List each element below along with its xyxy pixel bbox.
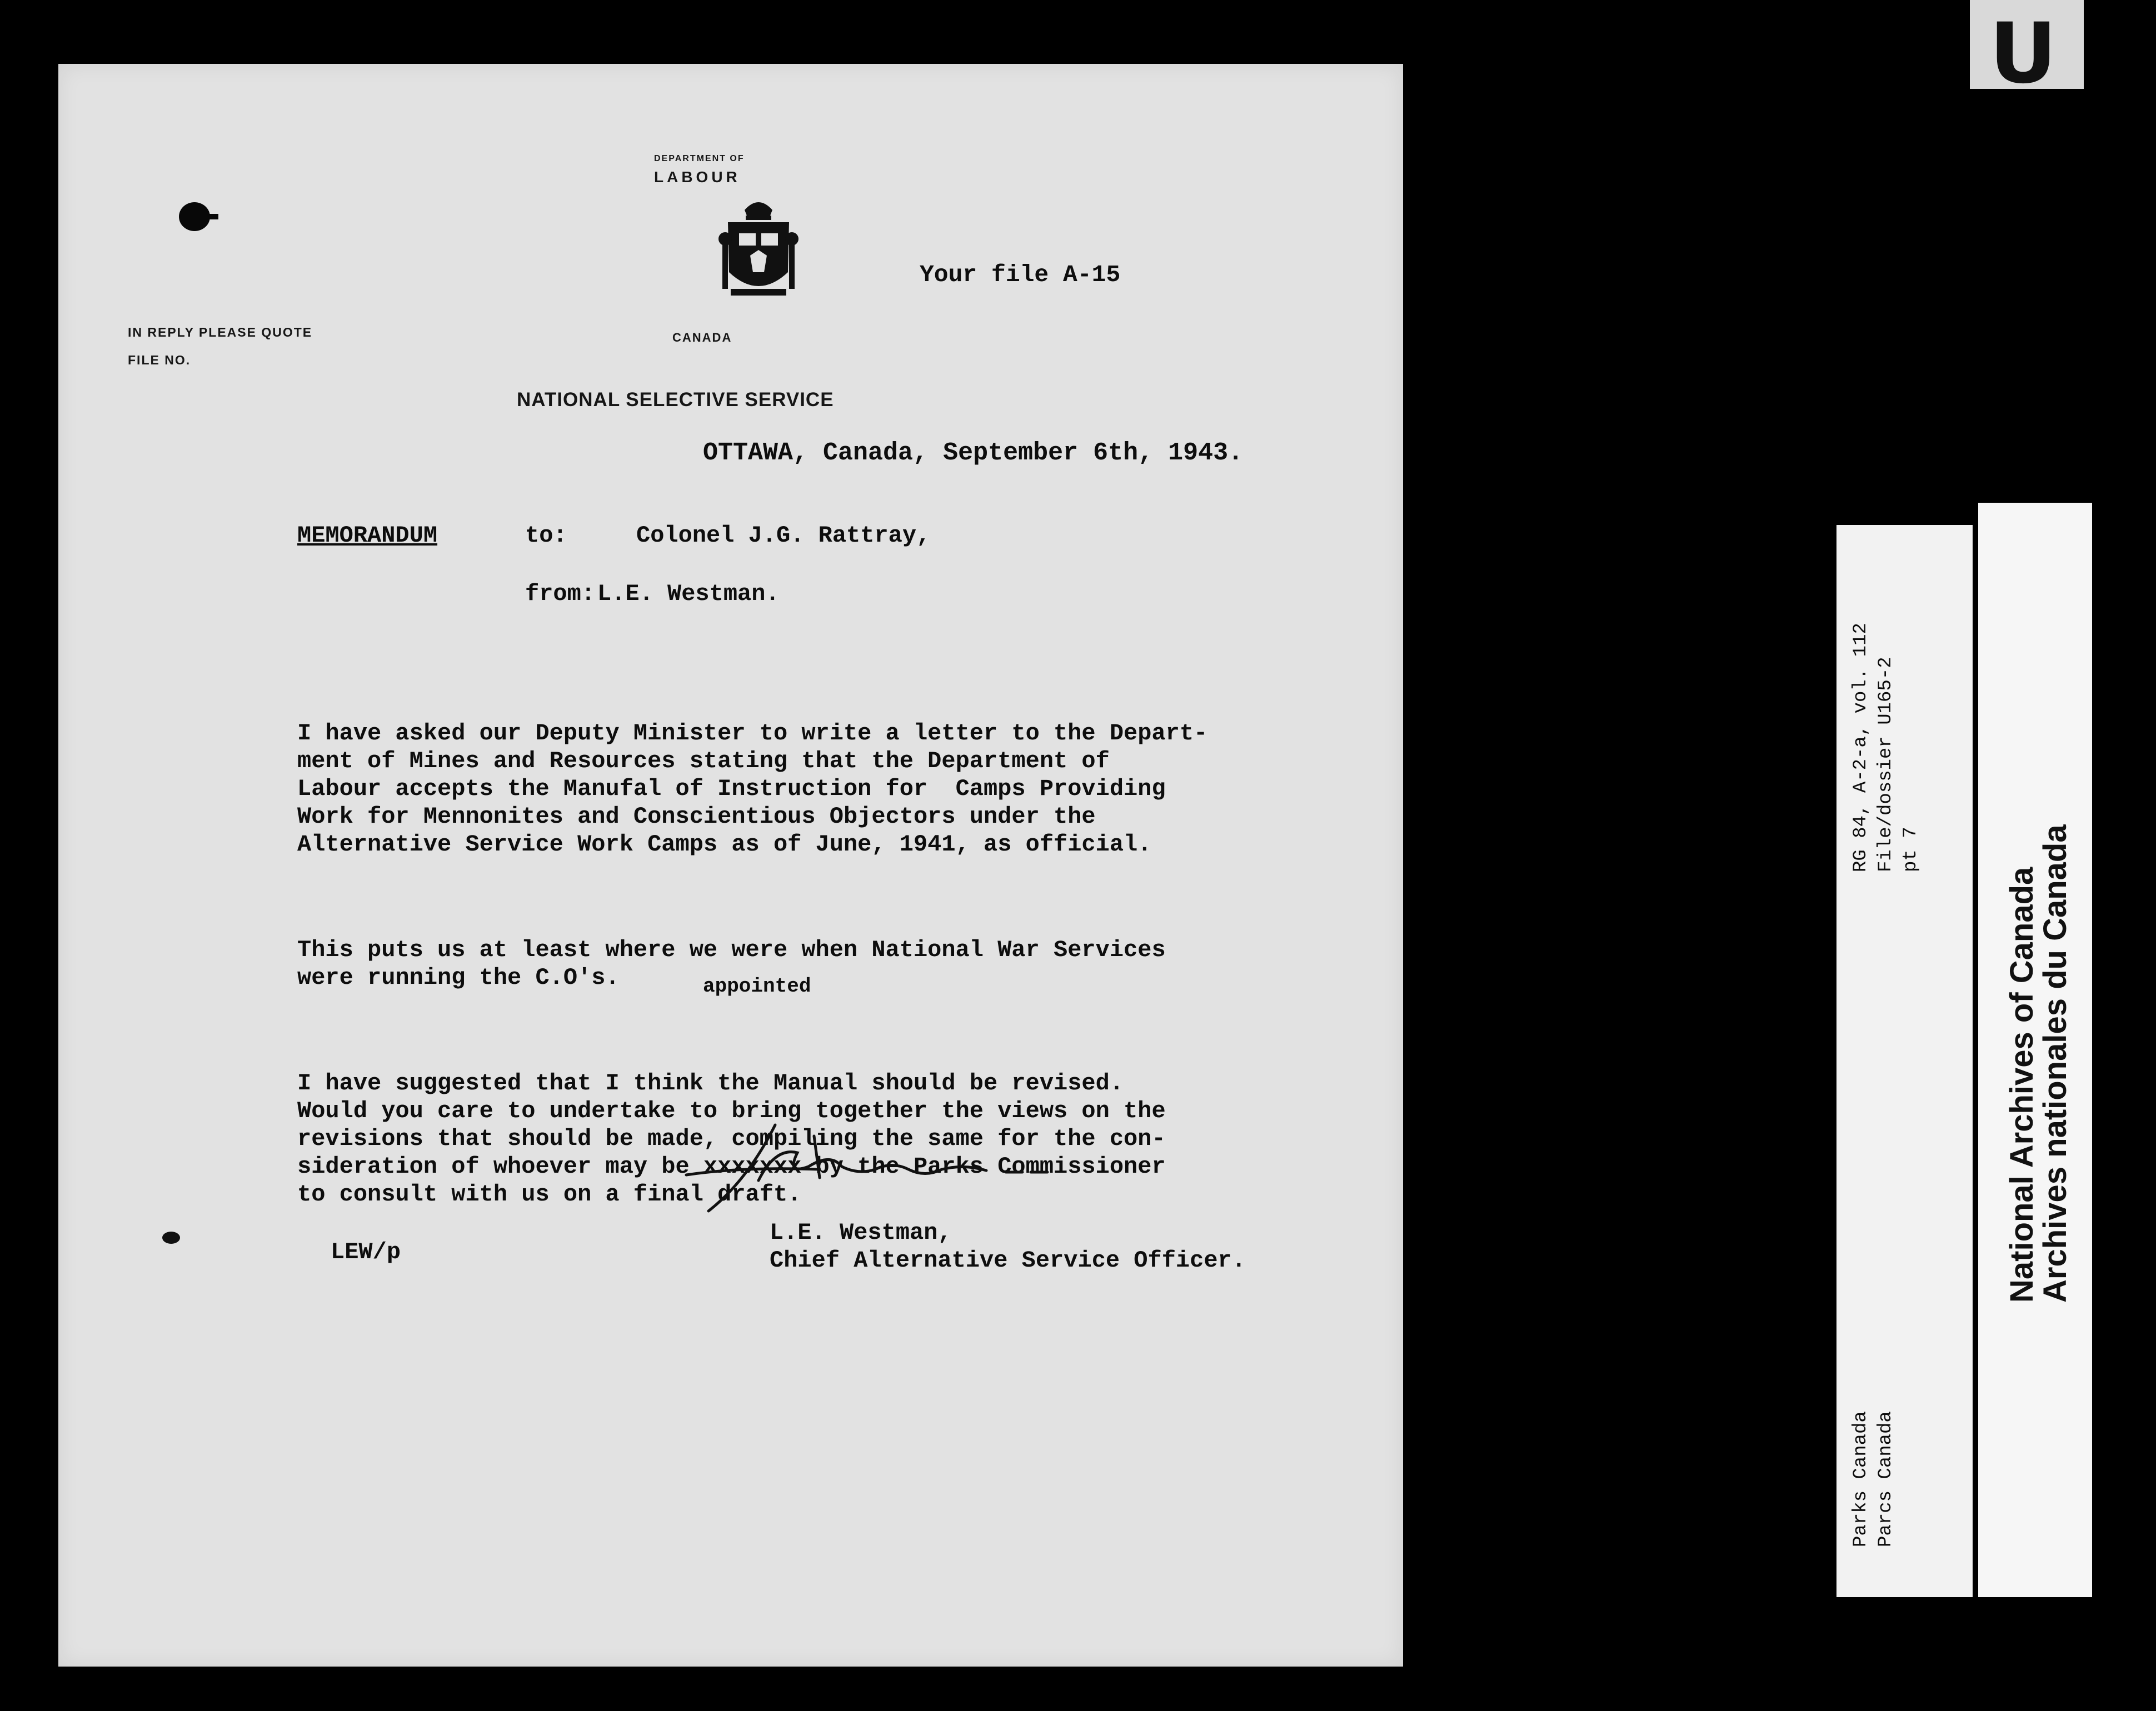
- paragraph-2: This puts us at least where we were when National War Services were running the C.O's.: [297, 937, 1166, 991]
- archive-ref-line2: File/dossier U165-2: [1875, 657, 1897, 872]
- national-archives-label: [1978, 503, 2092, 1597]
- paragraph-3: I have suggested that I think the Manual should be revised. Would you care to undertake to bring together the views on the revisions that should be made, compiling the same for the con- sideration of whoever may be xxxxxxx by the Parks Commissioner to consult with us on a final draft.: [297, 1070, 1166, 1208]
- paragraph-1: I have asked our Deputy Minister to write a letter to the Depart- ment of Mines and Resources stating that the Department of Labour accepts the Manufal of Instruction for Camps Providing Work for Mennonites and Conscientious Objectors under the Alternative Service Work Camps as of June, 1941, as official.: [297, 720, 1208, 858]
- signatory-title: Chief Alternative Service Officer.: [770, 1247, 1246, 1274]
- your-file-reference: Your file A-15: [920, 261, 1121, 288]
- typed-insertion: appointed: [703, 975, 811, 998]
- national-selective-service: NATIONAL SELECTIVE SERVICE: [517, 389, 834, 411]
- ink-dot-icon: [161, 1230, 181, 1245]
- signatory-name: L.E. Westman,: [770, 1219, 952, 1246]
- agency-french: Parcs Canada: [1875, 1411, 1897, 1547]
- archives-name-english: National Archives of Canada: [2004, 867, 2040, 1303]
- archive-ref-line1: RG 84, A-2-a, vol. 112: [1850, 623, 1871, 872]
- archive-ref-line3: pt 7: [1900, 827, 1922, 872]
- memo-from-value: L.E. Westman.: [597, 581, 780, 607]
- archives-name-french: Archives nationales du Canada: [2037, 824, 2073, 1303]
- canada-coat-of-arms-icon: [717, 194, 800, 306]
- memo-heading: MEMORANDUM: [297, 522, 438, 549]
- archive-reference-label: [1836, 525, 1973, 1597]
- memo-sheet: [58, 64, 1403, 1667]
- dateline: OTTAWA, Canada, September 6th, 1943.: [703, 439, 1244, 467]
- typist-initials: LEW/p: [331, 1239, 401, 1265]
- ink-blot-icon: [178, 200, 219, 233]
- reply-quote-line1: IN REPLY PLEASE QUOTE: [128, 325, 313, 339]
- letterhead-labour: LABOUR: [654, 168, 741, 186]
- memo-from-label: from:: [525, 581, 596, 607]
- agency-english: Parks Canada: [1850, 1411, 1871, 1547]
- memo-to-label: to:: [525, 522, 567, 549]
- letterhead-canada: CANADA: [672, 331, 732, 344]
- memo-to-value: Colonel J.G. Rattray,: [636, 522, 931, 549]
- reply-quote-line2: FILE NO.: [128, 353, 191, 367]
- letterhead-department-of: DEPARTMENT OF: [654, 154, 745, 163]
- corner-mark: U: [1989, 6, 2057, 102]
